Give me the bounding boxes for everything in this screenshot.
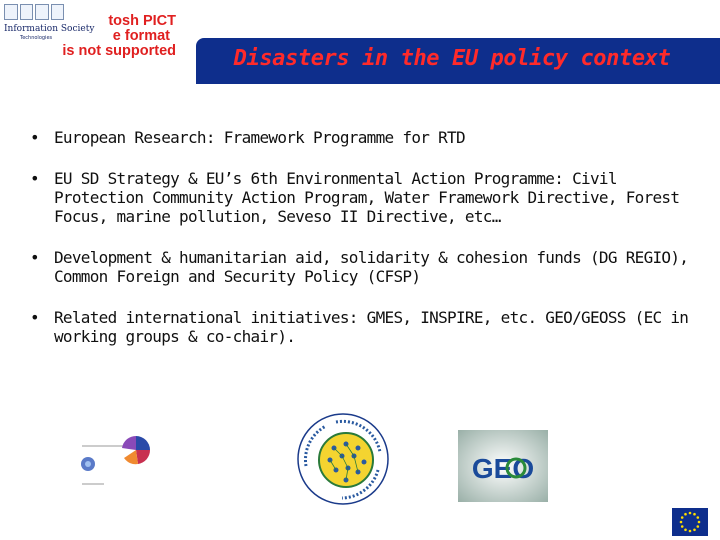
small-globe-icon: [85, 461, 91, 467]
bullet-item: • European Research: Framework Programme for RTD: [30, 128, 700, 147]
globe-segment-icon: [122, 436, 136, 450]
bullet-item: • Development & humanitarian aid, solidarity & cohesion funds (DG REGIO), Common Foreign and Security Policy (CFSP): [30, 248, 700, 286]
logo-caption: Information Society: [4, 24, 95, 34]
eu-flag-icon: [672, 508, 708, 536]
pict-error-line: e format: [112, 28, 170, 44]
globe-logo: [78, 428, 178, 490]
globe-segment-icon: [136, 436, 150, 450]
logo-caption-sub: Technologies: [20, 35, 53, 41]
geo-logo-text: GEO: [471, 453, 535, 484]
globe-segment-icon: [124, 450, 138, 464]
pict-error-line: is not supported: [62, 43, 176, 59]
circular-network-logo: [296, 412, 390, 506]
globe-segment-icon: [136, 450, 150, 464]
bullet-list: [30, 128, 700, 368]
information-society-logo: [0, 0, 176, 64]
pict-unsupported-message: [0, 14, 176, 59]
geo-logo: [458, 430, 548, 502]
bullet-item: • Related international initiatives: GMES, INSPIRE, etc. GEO/GEOSS (EC in working groups & co-chair).: [30, 308, 700, 346]
bullet-item: • EU SD Strategy & EU’s 6th Environmental Action Programme: Civil Protection Community Action Program, Water Framework Directive, Forest Focus, marine pollution, Seveso II Directive, etc…: [30, 169, 700, 226]
pict-error-line: tosh PICT: [108, 13, 176, 29]
slide-title: Disasters in the EU policy context: [233, 46, 671, 71]
